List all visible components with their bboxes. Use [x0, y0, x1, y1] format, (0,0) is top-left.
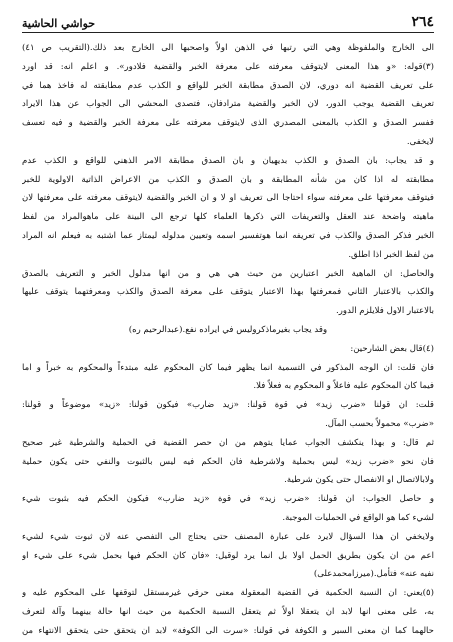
text-line: لشيء كما هو الواقع في الحمليات الموجبة.: [282, 512, 434, 523]
text-line: (٣)قوله: «و هذا المعنى لايتوقف معرفته على معرفة الخبر والقضية فلادور». و اعلم انه: قد اورد: [22, 61, 434, 72]
text-line: من لفظ الخبر اذا اطلق.: [348, 249, 434, 260]
text-line: فيما كان المحكوم عليه فاعلاً و المحكوم به فعلاً فلا.: [253, 381, 434, 392]
text-line: والكذب بالاعتبار الثاني فمعرفتها بهذا الاعتبار يتوقف على معرفة الصدق والكذب ومعرفتهما يتوقف عليها: [22, 287, 434, 298]
page-header: [22, 12, 434, 33]
text-line: حالهما كما ان معنى السير و الكوفة في قولنا: «سرت الى الكوفة» لابد ان يتحقق حتى يتحقق الانتهاء من: [22, 625, 434, 636]
text-line: ولايخفي ان هذا السؤال لايرد على عبارة المصنف حتى يحتاج الى التفصي عنه لان ثبوت شيء لشيء: [22, 531, 434, 542]
text-line: به، على معنى انها لابد ان يتعقلا اولاً ثم يتعقل النسبة الحكمية من حيث انها حالة بينهما وآلة لتعرف: [22, 606, 434, 617]
text-line: على تعريف القضية انه دوري، لان الصدق مطابقة الخبر للواقع و الكذب عدم مطابقته له فاخذ هما في: [22, 80, 434, 91]
text-line: ثم قال: و بهذا ينكشف الجواب عمايا يتوهم من ان حصر القضية في الحملية والشرطية غير صحيح: [22, 437, 434, 448]
text-line: لايخفى.: [406, 136, 434, 147]
text-line: اعم من ان يكون بطريق الحمل اولا بل انما يرد لوقيل: «فان كان الحكم فيها بحمل شيء على شيء او: [22, 550, 434, 561]
text-line: فان نحو «ضرب زيد» ليس بحملية ولاشرطية فان الحكم فيه ليس بالثبوت والنفي حتى يكون حملية: [22, 456, 434, 467]
text-line: ففسر الصدق و الكذب بالمعنى المصدري الذى لايتوقف معرفته على معرفة الخبر والقضية و فيه تعسف: [22, 118, 434, 129]
running-title: حواشي الحاشية: [22, 17, 96, 30]
text-line: مطابقته له اذا كان من شأنه المطابقة و بان الصدق و الكذب من الاعراض الذاتية الاولوية للخبر: [22, 174, 434, 185]
text-line: و حاصل الجواب: ان قولنا: «ضرب زيد» في قوة «زيد ضارب» فيكون الحكم فيه بثبوت شيء: [22, 494, 434, 505]
page-body: [22, 39, 434, 641]
text-line: فيتوقف معرفتها على معرفته سواء احتاجا الى تعريف او لا و ان الخبر والقضية لايتوقف معرفته على معرفتها لان: [22, 193, 434, 204]
text-line: تعريف القضية يوجب الدور، لان الخبر والقضية مترادفان، فتصدى المحشي الى الجواب عن هذا الايراد: [22, 99, 434, 110]
text-line: ولابالاتصال او الانفصال حتى يكون شرطية.: [284, 475, 434, 486]
text-line: بالاعتبار الاول فلايلزم الدور.: [336, 306, 434, 317]
text-line: «ضرب» محمولاً بحسب المآل.: [325, 418, 434, 429]
text-line: فان قلت: ان الوجه المذكور في التسمية انما يظهر فيما كان المحكوم عليه مبتدءاً والمحكوم به خبراً و اما: [22, 362, 434, 373]
page-number: ٢٦٤: [411, 14, 434, 30]
text-line: والحاصل: ان الماهية الخبر اعتبارين من حيث هي هي و من انها مدلول الخبر و التعريف بالصدق: [22, 268, 434, 279]
document-page: [22, 12, 434, 636]
text-line: الى الخارج والملفوظة وهي التي رتبها في الذهن اولاً واصحبها الى الخارج بعد ذلك.(التقريب ص ٤١): [22, 43, 434, 53]
text-line: و قد يجاب: بان الصدق و الكذب بديهيان و بان الصدق مطابقة الامر الذهني للواقع و الكذب عدم: [22, 155, 434, 166]
text-line: (٤)قال بعض الشارحين:: [350, 343, 434, 354]
text-line: ماهيته واضحة عند العقل والتعريفات التي ذكرها العلماء كلها ترجع الى البينة على ماهوالمراد من لفظ: [22, 212, 434, 223]
text-line: قلت: ان قولنا «ضرب زيد» في قوة قولنا: «زيد ضارب» فيكون قولنا: «زيد» موضوعاً و قولنا:: [22, 400, 434, 411]
text-line: وقد يجاب بغيرماذكروليس في ايراده نفع.(عبدالرحيم ره): [128, 324, 328, 335]
text-line: (٥)يعني: ان النسبة الحكمية في القضية المعقولة معنى حرفي غيرمستقل لتوقفها على المحكوم عليه و: [22, 588, 434, 599]
text-line: الخبر فذكر الصدق والكذب في تعريفه انما هوتفسير اسمه وتعيين مدلوله ليمتاز عما اشتبه به فيعلم انه المراد: [22, 230, 434, 241]
text-line: نفيه عنه» فتأمل.(ميرزامحمدعلى): [313, 569, 434, 580]
